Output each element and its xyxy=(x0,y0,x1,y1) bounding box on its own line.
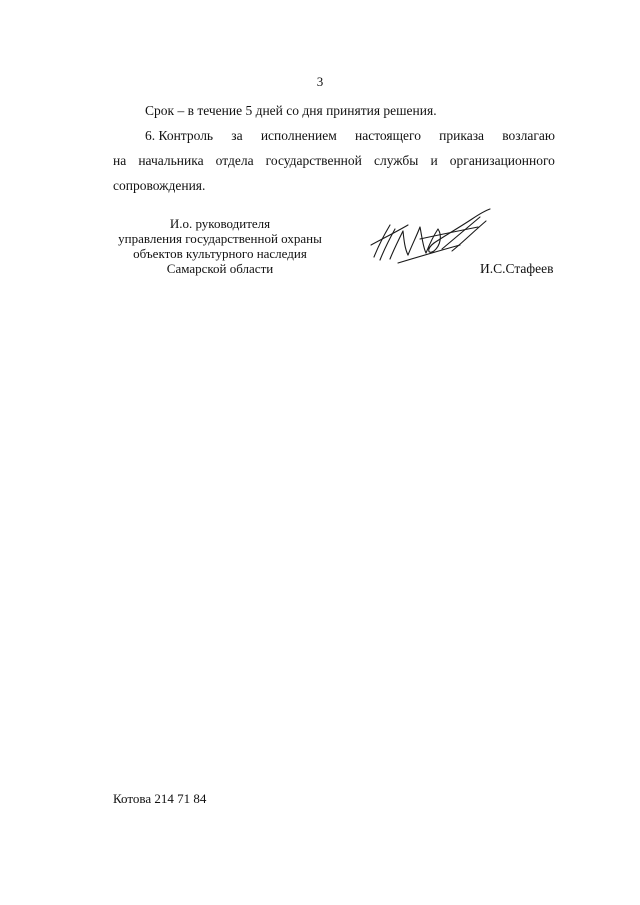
paragraph-6-word: государственной xyxy=(265,153,362,168)
paragraph-6-word: 6. Контроль xyxy=(145,128,214,143)
deadline-paragraph: Срок – в течение 5 дней со дня принятия решения. xyxy=(145,103,437,118)
paragraph-6-line-3: сопровождения. xyxy=(113,178,206,193)
signatory-position-line: управления государственной охраны xyxy=(118,231,322,246)
paragraph-6-word: настоящего xyxy=(354,128,421,143)
paragraph-6-word: отдела xyxy=(215,153,254,168)
signatory-position-line: И.о. руководителя xyxy=(169,216,271,231)
signatory-position xyxy=(100,216,340,276)
signatory-position-line: Самарской области xyxy=(166,261,274,276)
paragraph-6-word: и xyxy=(430,153,438,168)
executor-contact: Котова 214 71 84 xyxy=(113,791,207,806)
signatory-name: И.С.Стафеев xyxy=(480,261,554,276)
paragraph-6-line-1 xyxy=(113,123,555,148)
paragraph-6-word: организационного xyxy=(449,153,555,168)
page-number: 3 xyxy=(316,74,324,89)
handwritten-signature xyxy=(368,205,498,267)
paragraph-6-word: на xyxy=(113,153,127,168)
paragraph-6 xyxy=(113,123,555,198)
paragraph-6-word: начальника xyxy=(138,153,204,168)
paragraph-6-line-2 xyxy=(113,148,555,173)
signatory-position-line: объектов культурного наследия xyxy=(133,246,307,261)
paragraph-6-word: приказа xyxy=(439,128,485,143)
paragraph-6-word: за xyxy=(231,128,243,143)
paragraph-6-word: службы xyxy=(373,153,419,168)
paragraph-6-word: исполнением xyxy=(260,128,337,143)
paragraph-6-word: возлагаю xyxy=(502,128,555,143)
